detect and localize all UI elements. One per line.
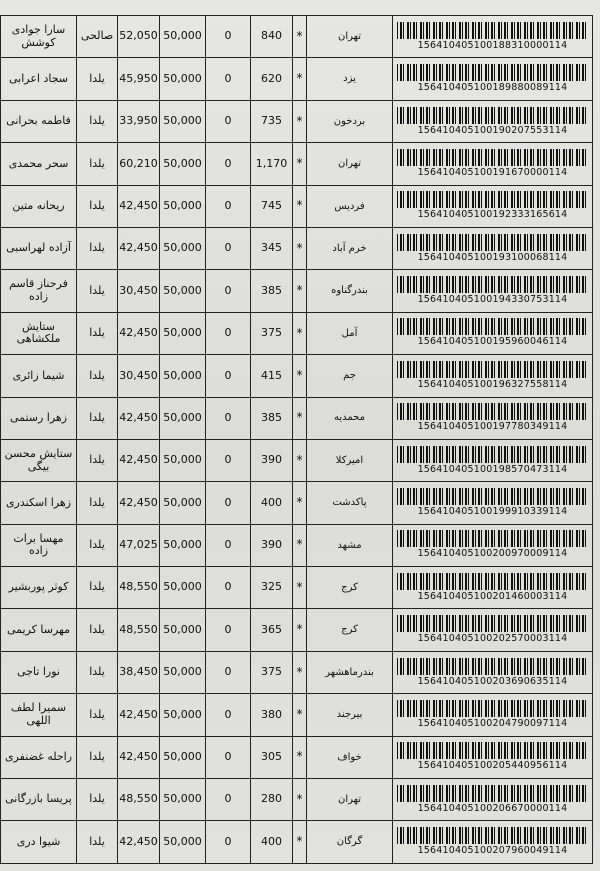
barcode-cell	[393, 397, 593, 439]
zero-cell: 0	[206, 355, 251, 397]
barcode-graphic	[397, 318, 588, 335]
barcode-graphic	[397, 530, 588, 547]
sender-name-cell: یلدا	[77, 694, 118, 736]
barcode-cell	[393, 58, 593, 100]
sender-name-cell: یلدا	[77, 143, 118, 185]
recipient-name-cell: ستایش ملکشاهی	[1, 312, 77, 354]
weight-cell: 345	[251, 227, 293, 269]
amount-cell: 42,450	[118, 312, 160, 354]
table-row	[1, 397, 593, 439]
star-cell: *	[293, 312, 307, 354]
weight-cell: 840	[251, 16, 293, 58]
barcode-number: 156410405100190207553114	[417, 124, 568, 136]
star-cell: *	[293, 227, 307, 269]
recipient-name-cell: زهرا اسکندری	[1, 482, 77, 524]
base-price-cell: 50,000	[160, 524, 206, 566]
weight-cell: 325	[251, 567, 293, 609]
city-cell: تهران	[307, 779, 393, 821]
sender-name-cell: یلدا	[77, 651, 118, 693]
table-row	[1, 609, 593, 651]
table-body	[1, 16, 593, 864]
city-cell: محمدیه	[307, 397, 393, 439]
barcode-graphic	[397, 22, 588, 39]
amount-cell: 30,450	[118, 270, 160, 312]
weight-cell: 390	[251, 439, 293, 481]
city-cell: تهران	[307, 143, 393, 185]
barcode-cell	[393, 821, 593, 863]
star-cell: *	[293, 567, 307, 609]
zero-cell: 0	[206, 312, 251, 354]
recipient-name-cell: پریسا بازرگانی	[1, 779, 77, 821]
barcode-cell	[393, 736, 593, 778]
barcode-cell	[393, 100, 593, 142]
city-cell: خواف	[307, 736, 393, 778]
city-cell: تهران	[307, 16, 393, 58]
zero-cell: 0	[206, 779, 251, 821]
weight-cell: 365	[251, 609, 293, 651]
barcode-number: 156410405100193100068114	[417, 251, 568, 263]
barcode-cell	[393, 355, 593, 397]
recipient-name-cell: زهرا رستمی	[1, 397, 77, 439]
sender-name-cell: یلدا	[77, 185, 118, 227]
amount-cell: 42,450	[118, 482, 160, 524]
star-cell: *	[293, 694, 307, 736]
amount-cell: 47,025	[118, 524, 160, 566]
weight-cell: 385	[251, 270, 293, 312]
recipient-name-cell: مهرسا کریمی	[1, 609, 77, 651]
amount-cell: 33,950	[118, 100, 160, 142]
table-row	[1, 651, 593, 693]
barcode-graphic	[397, 742, 588, 759]
recipient-name-cell: فاطمه بحرانی	[1, 100, 77, 142]
barcode-number: 156410405100204790097114	[417, 717, 568, 729]
barcode-number: 156410405100203690635114	[417, 675, 568, 687]
star-cell: *	[293, 651, 307, 693]
recipient-name-cell: فرحناز قاسم زاده	[1, 270, 77, 312]
amount-cell: 30,450	[118, 355, 160, 397]
amount-cell: 38,450	[118, 651, 160, 693]
star-cell: *	[293, 821, 307, 863]
recipient-name-cell: راحله غضنفری	[1, 736, 77, 778]
weight-cell: 400	[251, 821, 293, 863]
barcode-graphic	[397, 403, 588, 420]
weight-cell: 745	[251, 185, 293, 227]
barcode-number: 156410405100200970009114	[417, 548, 568, 560]
weight-cell: 735	[251, 100, 293, 142]
barcode-number: 156410405100195960046114	[417, 336, 568, 348]
barcode-number: 156410405100207960049114	[417, 845, 568, 857]
sender-name-cell: یلدا	[77, 227, 118, 269]
star-cell: *	[293, 100, 307, 142]
base-price-cell: 50,000	[160, 694, 206, 736]
zero-cell: 0	[206, 482, 251, 524]
zero-cell: 0	[206, 736, 251, 778]
star-cell: *	[293, 58, 307, 100]
barcode-cell	[393, 439, 593, 481]
weight-cell: 385	[251, 397, 293, 439]
sender-name-cell: یلدا	[77, 312, 118, 354]
amount-cell: 42,450	[118, 185, 160, 227]
barcode-graphic	[397, 191, 588, 208]
table-row	[1, 524, 593, 566]
zero-cell: 0	[206, 567, 251, 609]
base-price-cell: 50,000	[160, 821, 206, 863]
sender-name-cell: یلدا	[77, 482, 118, 524]
base-price-cell: 50,000	[160, 439, 206, 481]
barcode-graphic	[397, 658, 588, 675]
recipient-name-cell: کوثر پوربشیر	[1, 567, 77, 609]
barcode-number: 156410405100206670000114	[417, 802, 568, 814]
shipment-table	[0, 15, 593, 864]
table-row	[1, 736, 593, 778]
table-row	[1, 779, 593, 821]
barcode-graphic	[397, 615, 588, 632]
barcode-cell	[393, 694, 593, 736]
sender-name-cell: یلدا	[77, 821, 118, 863]
city-cell: بیرجند	[307, 694, 393, 736]
star-cell: *	[293, 16, 307, 58]
base-price-cell: 50,000	[160, 58, 206, 100]
barcode-number: 156410405100197780349114	[417, 421, 568, 433]
star-cell: *	[293, 355, 307, 397]
city-cell: امیرکلا	[307, 439, 393, 481]
zero-cell: 0	[206, 821, 251, 863]
weight-cell: 390	[251, 524, 293, 566]
base-price-cell: 50,000	[160, 185, 206, 227]
barcode-number: 156410405100201460003114	[417, 590, 568, 602]
sender-name-cell: یلدا	[77, 355, 118, 397]
zero-cell: 0	[206, 143, 251, 185]
barcode-number: 156410405100199910339114	[417, 506, 568, 518]
weight-cell: 380	[251, 694, 293, 736]
zero-cell: 0	[206, 270, 251, 312]
barcode-graphic	[397, 361, 588, 378]
zero-cell: 0	[206, 185, 251, 227]
star-cell: *	[293, 609, 307, 651]
barcode-graphic	[397, 827, 588, 844]
zero-cell: 0	[206, 524, 251, 566]
recipient-name-cell: سحر محمدی	[1, 143, 77, 185]
barcode-number: 156410405100188310000114	[417, 39, 568, 51]
barcode-graphic	[397, 149, 588, 166]
amount-cell: 60,210	[118, 143, 160, 185]
star-cell: *	[293, 524, 307, 566]
amount-cell: 42,450	[118, 227, 160, 269]
sender-name-cell: یلدا	[77, 524, 118, 566]
weight-cell: 280	[251, 779, 293, 821]
barcode-number: 156410405100192333165614	[417, 209, 568, 221]
star-cell: *	[293, 482, 307, 524]
amount-cell: 42,450	[118, 821, 160, 863]
sender-name-cell: یلدا	[77, 397, 118, 439]
recipient-name-cell: شیوا دری	[1, 821, 77, 863]
weight-cell: 375	[251, 651, 293, 693]
zero-cell: 0	[206, 397, 251, 439]
base-price-cell: 50,000	[160, 143, 206, 185]
table-row	[1, 227, 593, 269]
star-cell: *	[293, 439, 307, 481]
star-cell: *	[293, 736, 307, 778]
base-price-cell: 50,000	[160, 397, 206, 439]
barcode-cell	[393, 524, 593, 566]
barcode-graphic	[397, 276, 588, 293]
weight-cell: 400	[251, 482, 293, 524]
zero-cell: 0	[206, 651, 251, 693]
sender-name-cell: یلدا	[77, 439, 118, 481]
recipient-name-cell: نورا تاجی	[1, 651, 77, 693]
table-row	[1, 270, 593, 312]
recipient-name-cell: مهسا برات زاده	[1, 524, 77, 566]
city-cell: جم	[307, 355, 393, 397]
base-price-cell: 50,000	[160, 651, 206, 693]
amount-cell: 48,550	[118, 779, 160, 821]
barcode-graphic	[397, 234, 588, 251]
amount-cell: 48,550	[118, 609, 160, 651]
table-row	[1, 312, 593, 354]
barcode-graphic	[397, 785, 588, 802]
amount-cell: 42,450	[118, 736, 160, 778]
table-row	[1, 143, 593, 185]
zero-cell: 0	[206, 609, 251, 651]
barcode-number: 156410405100198570473114	[417, 463, 568, 475]
city-cell: کرج	[307, 609, 393, 651]
weight-cell: 305	[251, 736, 293, 778]
city-cell: بندرگناوه	[307, 270, 393, 312]
base-price-cell: 50,000	[160, 567, 206, 609]
sender-name-cell: یلدا	[77, 736, 118, 778]
base-price-cell: 50,000	[160, 100, 206, 142]
table-row	[1, 185, 593, 227]
base-price-cell: 50,000	[160, 482, 206, 524]
barcode-graphic	[397, 64, 588, 81]
city-cell: بندرماهشهر	[307, 651, 393, 693]
star-cell: *	[293, 397, 307, 439]
sender-name-cell: یلدا	[77, 609, 118, 651]
amount-cell: 45,950	[118, 58, 160, 100]
amount-cell: 52,050	[118, 16, 160, 58]
base-price-cell: 50,000	[160, 227, 206, 269]
sender-name-cell: یلدا	[77, 779, 118, 821]
amount-cell: 42,450	[118, 694, 160, 736]
barcode-graphic	[397, 700, 588, 717]
zero-cell: 0	[206, 58, 251, 100]
weight-cell: 1,170	[251, 143, 293, 185]
city-cell: گرگان	[307, 821, 393, 863]
city-cell: آمل	[307, 312, 393, 354]
star-cell: *	[293, 270, 307, 312]
city-cell: کرج	[307, 567, 393, 609]
table-row	[1, 58, 593, 100]
zero-cell: 0	[206, 439, 251, 481]
sender-name-cell: یلدا	[77, 58, 118, 100]
recipient-name-cell: سارا جوادی کوشش	[1, 16, 77, 58]
table-row	[1, 821, 593, 863]
barcode-number: 156410405100194330753114	[417, 294, 568, 306]
zero-cell: 0	[206, 16, 251, 58]
amount-cell: 42,450	[118, 397, 160, 439]
city-cell: مشهد	[307, 524, 393, 566]
barcode-graphic	[397, 488, 588, 505]
sender-name-cell: صالحی	[77, 16, 118, 58]
barcode-graphic	[397, 573, 588, 590]
recipient-name-cell: آزاده لهراسبی	[1, 227, 77, 269]
sender-name-cell: یلدا	[77, 567, 118, 609]
barcode-cell	[393, 185, 593, 227]
barcode-cell	[393, 779, 593, 821]
weight-cell: 620	[251, 58, 293, 100]
barcode-number: 156410405100205440956114	[417, 760, 568, 772]
base-price-cell: 50,000	[160, 779, 206, 821]
barcode-graphic	[397, 107, 588, 124]
star-cell: *	[293, 185, 307, 227]
barcode-cell	[393, 651, 593, 693]
sender-name-cell: یلدا	[77, 100, 118, 142]
barcode-cell	[393, 270, 593, 312]
recipient-name-cell: سجاد اعرابی	[1, 58, 77, 100]
amount-cell: 42,450	[118, 439, 160, 481]
table-row	[1, 439, 593, 481]
city-cell: خرم آباد	[307, 227, 393, 269]
star-cell: *	[293, 143, 307, 185]
base-price-cell: 50,000	[160, 609, 206, 651]
barcode-graphic	[397, 446, 588, 463]
table-row	[1, 100, 593, 142]
barcode-cell	[393, 312, 593, 354]
barcode-cell	[393, 143, 593, 185]
base-price-cell: 50,000	[160, 355, 206, 397]
city-cell: بردخون	[307, 100, 393, 142]
base-price-cell: 50,000	[160, 270, 206, 312]
barcode-number: 156410405100202570003114	[417, 633, 568, 645]
zero-cell: 0	[206, 100, 251, 142]
star-cell: *	[293, 779, 307, 821]
barcode-cell	[393, 482, 593, 524]
table-row	[1, 16, 593, 58]
barcode-cell	[393, 227, 593, 269]
zero-cell: 0	[206, 227, 251, 269]
table-row	[1, 355, 593, 397]
weight-cell: 415	[251, 355, 293, 397]
zero-cell: 0	[206, 694, 251, 736]
city-cell: فردیس	[307, 185, 393, 227]
city-cell: یزد	[307, 58, 393, 100]
sender-name-cell: یلدا	[77, 270, 118, 312]
barcode-cell	[393, 609, 593, 651]
base-price-cell: 50,000	[160, 16, 206, 58]
table-row	[1, 567, 593, 609]
base-price-cell: 50,000	[160, 312, 206, 354]
recipient-name-cell: سمیرا لطف اللهی	[1, 694, 77, 736]
barcode-number: 156410405100196327558114	[417, 378, 568, 390]
recipient-name-cell: شیما زائری	[1, 355, 77, 397]
barcode-cell	[393, 567, 593, 609]
base-price-cell: 50,000	[160, 736, 206, 778]
recipient-name-cell: ستایش محسن بیگی	[1, 439, 77, 481]
barcode-number: 156410405100189880089114	[417, 82, 568, 94]
recipient-name-cell: ریحانه متین	[1, 185, 77, 227]
barcode-cell	[393, 16, 593, 58]
table-row	[1, 482, 593, 524]
amount-cell: 48,550	[118, 567, 160, 609]
barcode-number: 156410405100191670000114	[417, 166, 568, 178]
city-cell: پاکدشت	[307, 482, 393, 524]
table-row	[1, 694, 593, 736]
weight-cell: 375	[251, 312, 293, 354]
